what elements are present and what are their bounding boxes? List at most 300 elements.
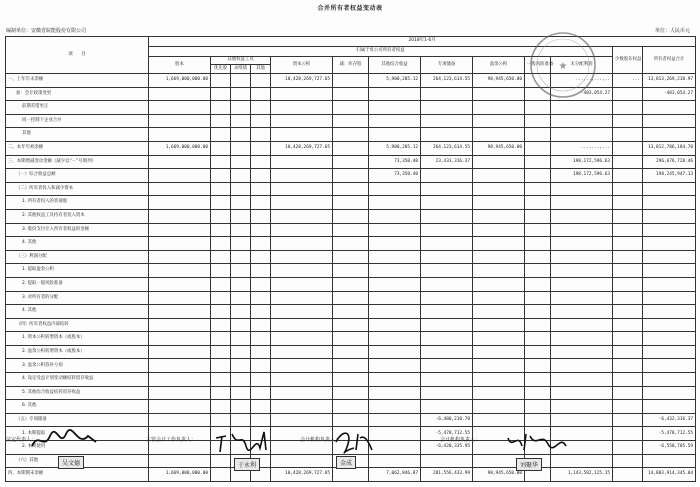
row-label: （一）综合收益总额 <box>6 169 149 183</box>
cell-pref <box>211 264 231 278</box>
cell-oth <box>251 74 271 88</box>
row-label: 2. 盈余公积转增资本（或股本） <box>6 345 149 359</box>
cell-risk <box>525 128 551 142</box>
cell-undistributed <box>551 237 613 251</box>
table-row <box>6 196 696 210</box>
cell-minority <box>613 196 643 210</box>
row-label: 6. 其他 <box>6 400 149 414</box>
cell-oth <box>251 101 271 115</box>
cell-capres <box>271 223 333 237</box>
cell-surplus <box>473 250 525 264</box>
cell-risk <box>525 305 551 319</box>
preparer-label: 会计机构负责人： <box>440 437 481 443</box>
cell-perp <box>231 169 251 183</box>
cell-risk <box>525 332 551 346</box>
cell-pref <box>211 196 231 210</box>
cell-minority <box>613 373 643 387</box>
cell-special <box>421 209 473 223</box>
header-share-capital: 股本 <box>149 57 211 74</box>
header-minority: 少数股东权益 <box>613 47 643 74</box>
cell-treasury <box>333 114 369 128</box>
cell-special: -6,420,335.95 <box>421 441 473 455</box>
row-label: 一、上年年末余额 <box>6 74 149 88</box>
cell-perp <box>231 209 251 223</box>
cell-perp <box>231 264 251 278</box>
cell-surplus <box>473 291 525 305</box>
legal-rep-signature-icon <box>28 428 100 454</box>
cell-special: -5,478,712.55 <box>421 427 473 441</box>
cell-oci: 7,062,846.87 <box>369 468 421 482</box>
header-treasury: 减：库存股 <box>333 57 369 74</box>
cell-capres <box>271 155 333 169</box>
cell-total <box>643 209 696 223</box>
cell-capres <box>271 169 333 183</box>
cell-cap <box>149 101 211 115</box>
cell-total <box>643 250 696 264</box>
cell-undistributed <box>551 345 613 359</box>
cell-perp <box>231 114 251 128</box>
cell-risk <box>525 155 551 169</box>
cell-undistributed: ...,..,...,.. <box>551 74 613 88</box>
cell-perp <box>231 141 251 155</box>
cell-minority <box>613 141 643 155</box>
cell-oth <box>251 413 271 427</box>
cell-perp <box>231 237 251 251</box>
cell-special <box>421 359 473 373</box>
cell-total <box>643 345 696 359</box>
cell-surplus <box>473 169 525 183</box>
cell-perp <box>231 87 251 101</box>
cell-minority <box>613 155 643 169</box>
cell-undistributed <box>551 332 613 346</box>
cell-surplus <box>473 101 525 115</box>
cell-cap <box>149 196 211 210</box>
row-label: 前期差错更正 <box>6 101 149 115</box>
cell-undistributed <box>551 264 613 278</box>
cell-total <box>643 318 696 332</box>
cell-perp <box>231 373 251 387</box>
cell-minority <box>613 101 643 115</box>
cell-oci <box>369 196 421 210</box>
cell-total: 13,812,786,184.70 <box>643 141 696 155</box>
row-label: 1. 本期提取 <box>6 427 149 441</box>
cell-treasury <box>333 291 369 305</box>
header-parent-group: 归属于母公司所有者权益 <box>149 47 613 57</box>
cell-pref <box>211 359 231 373</box>
cell-undistributed <box>551 101 613 115</box>
cell-oci <box>369 305 421 319</box>
cell-oci: 73,350.40 <box>369 155 421 169</box>
cell-undistributed <box>551 114 613 128</box>
cell-minority <box>613 128 643 142</box>
table-row <box>6 305 696 319</box>
cell-capres <box>271 359 333 373</box>
cell-oth <box>251 264 271 278</box>
cell-total <box>643 223 696 237</box>
row-label: 1. 所有者投入的普通股 <box>6 196 149 210</box>
cell-oci <box>369 277 421 291</box>
row-label: 加：会计政策变更 <box>6 87 149 101</box>
row-label: 4. 设定受益计划变动额结转留存收益 <box>6 373 149 387</box>
preparer-signature-icon <box>504 428 570 454</box>
cell-total <box>643 277 696 291</box>
cell-risk <box>525 400 551 414</box>
cell-undistributed <box>551 182 613 196</box>
cell-pref <box>211 291 231 305</box>
cell-treasury <box>333 141 369 155</box>
cell-pref <box>211 169 231 183</box>
table-row <box>6 386 696 400</box>
table-row <box>6 359 696 373</box>
cell-surplus <box>473 373 525 387</box>
cell-oth <box>251 87 271 101</box>
cell-perp <box>231 250 251 264</box>
table-row <box>6 373 696 387</box>
cell-pref <box>211 114 231 128</box>
cell-undistributed <box>551 277 613 291</box>
cell-perp <box>231 101 251 115</box>
cell-oth <box>251 237 271 251</box>
cell-total <box>643 332 696 346</box>
cell-oth <box>251 386 271 400</box>
cell-pref <box>211 155 231 169</box>
cell-pref <box>211 413 231 427</box>
signature-area <box>0 428 700 487</box>
cell-perp <box>231 277 251 291</box>
cell-minority <box>613 182 643 196</box>
cell-pref <box>211 74 231 88</box>
cell-pref <box>211 101 231 115</box>
cell-total <box>643 101 696 115</box>
cell-perp <box>231 400 251 414</box>
cell-oci <box>369 386 421 400</box>
table-row <box>6 128 696 142</box>
cell-oci <box>369 237 421 251</box>
cell-undistributed <box>551 386 613 400</box>
cell-cap <box>149 237 211 251</box>
cfo-stamp: 于永利 <box>234 458 260 471</box>
cell-capres: 10,428,269,727.65 <box>271 141 333 155</box>
cell-treasury <box>333 169 369 183</box>
table-row <box>6 318 696 332</box>
cell-cap <box>149 128 211 142</box>
cell-treasury <box>333 359 369 373</box>
cell-oth <box>251 182 271 196</box>
cell-risk <box>525 182 551 196</box>
cell-capres <box>271 209 333 223</box>
cell-minority <box>613 318 643 332</box>
cell-total: 198,245,947.13 <box>643 169 696 183</box>
cell-oth <box>251 400 271 414</box>
cell-surplus <box>473 182 525 196</box>
header-special-reserve: 专项储备 <box>421 57 473 74</box>
cell-pref <box>211 373 231 387</box>
cell-oci <box>369 250 421 264</box>
cell-oth <box>251 345 271 359</box>
header-item: 项 目 <box>6 37 149 74</box>
cell-total <box>643 196 696 210</box>
header-undistributed: 未分配利润 <box>551 57 613 74</box>
cell-capres <box>271 128 333 142</box>
cell-undistributed <box>551 291 613 305</box>
cell-perp <box>231 386 251 400</box>
cell-oth <box>251 373 271 387</box>
company-seal-icon <box>528 30 598 100</box>
cell-surplus <box>473 345 525 359</box>
row-label: 同一控制下企业合并 <box>6 114 149 128</box>
cell-cap <box>149 291 211 305</box>
row-label: 3. 对所有者的分配 <box>6 291 149 305</box>
cell-oth <box>251 196 271 210</box>
table-row <box>6 237 696 251</box>
cell-oth <box>251 114 271 128</box>
row-label: 3. 盈余公积弥补亏损 <box>6 359 149 373</box>
cell-oth <box>251 250 271 264</box>
cell-risk <box>525 196 551 210</box>
row-label: 2. 其他权益工具持有者投入资本 <box>6 209 149 223</box>
cell-minority <box>613 305 643 319</box>
header-surplus-reserve: 盈余公积 <box>473 57 525 74</box>
cell-oth <box>251 332 271 346</box>
row-label: 2. 提取一般风险准备 <box>6 277 149 291</box>
company-label: 编制单位： <box>6 28 32 34</box>
cell-perp <box>231 345 251 359</box>
cell-cap <box>149 87 211 101</box>
row-label: （六）其他 <box>6 454 149 468</box>
cell-surplus <box>473 128 525 142</box>
cell-minority <box>613 87 643 101</box>
cell-oci <box>369 128 421 142</box>
cell-oci <box>369 114 421 128</box>
cell-total <box>643 114 696 128</box>
cell-capres <box>271 305 333 319</box>
cell-oth <box>251 305 271 319</box>
cell-oci <box>369 373 421 387</box>
cell-treasury <box>333 386 369 400</box>
cell-total <box>643 291 696 305</box>
acct-signature-icon <box>330 428 378 454</box>
cell-treasury <box>333 74 369 88</box>
row-label: 2. 本期使用 <box>6 441 149 455</box>
cell-surplus <box>473 264 525 278</box>
cell-special <box>421 250 473 264</box>
cell-undistributed <box>551 223 613 237</box>
row-label: 二、本年年初余额 <box>6 141 149 155</box>
cell-risk <box>525 277 551 291</box>
header-period: 2018年1-6月 <box>149 37 696 47</box>
cell-perp <box>231 413 251 427</box>
cell-cap: 1,669,000,000.00 <box>149 74 211 88</box>
cell-surplus <box>473 400 525 414</box>
cell-oci: 5,900,285.12 <box>369 74 421 88</box>
cell-perp <box>231 155 251 169</box>
preparer-stamp: 刘聚华 <box>516 458 542 471</box>
cell-oci <box>369 264 421 278</box>
table-row <box>6 114 696 128</box>
cell-oth <box>251 291 271 305</box>
row-label: （二）所有者投入和减少资本 <box>6 182 149 196</box>
cell-cap <box>149 386 211 400</box>
cell-pref <box>211 386 231 400</box>
row-label: 四、本期期末余额 <box>6 468 149 482</box>
cell-capres <box>271 291 333 305</box>
cell-risk <box>525 250 551 264</box>
cell-treasury <box>333 196 369 210</box>
cell-special <box>421 373 473 387</box>
cell-total <box>643 386 696 400</box>
cell-total: 13,813,269,238.97 <box>643 74 696 88</box>
cell-undistributed: 1,143,582,125.15 <box>551 468 613 482</box>
cell-surplus <box>473 305 525 319</box>
cell-oci: 73,350.40 <box>369 169 421 183</box>
cell-surplus <box>473 332 525 346</box>
cell-special <box>421 101 473 115</box>
cell-capres <box>271 237 333 251</box>
header-capital-reserve: 资本公积 <box>271 57 333 74</box>
cell-total <box>643 237 696 251</box>
cell-undistributed <box>551 400 613 414</box>
cell-risk <box>525 359 551 373</box>
cell-capres <box>271 318 333 332</box>
page-title: 合并所有者权益变动表 <box>317 5 383 12</box>
cell-perp <box>231 223 251 237</box>
cell-pref <box>211 250 231 264</box>
cell-total: -6,550,705.59 <box>643 441 696 455</box>
cell-pref <box>211 277 231 291</box>
cell-capres <box>271 250 333 264</box>
table-row <box>6 345 696 359</box>
cell-capres: 10,428,269,727.65 <box>271 74 333 88</box>
cell-oth <box>251 318 271 332</box>
cell-surplus <box>473 386 525 400</box>
cell-cap <box>149 345 211 359</box>
cell-capres <box>271 87 333 101</box>
table-row <box>6 250 696 264</box>
cell-minority <box>613 400 643 414</box>
cell-special <box>421 87 473 101</box>
cell-pref <box>211 182 231 196</box>
table-row <box>6 223 696 237</box>
cell-special <box>421 264 473 278</box>
cell-risk <box>525 169 551 183</box>
cell-surplus <box>473 318 525 332</box>
cell-special <box>421 237 473 251</box>
cell-special <box>421 345 473 359</box>
cell-special: 281,556,433.99 <box>421 468 473 482</box>
row-label: （四）所有者权益内部结转 <box>6 318 149 332</box>
cell-risk <box>525 386 551 400</box>
equity-statement-table <box>5 36 696 482</box>
cell-treasury <box>333 413 369 427</box>
cell-minority <box>613 345 643 359</box>
cell-undistributed <box>551 318 613 332</box>
cell-total: 296,676,728.46 <box>643 155 696 169</box>
cell-undistributed <box>551 305 613 319</box>
cell-special <box>421 277 473 291</box>
cell-total <box>643 264 696 278</box>
cell-special: 23,433,316.37 <box>421 155 473 169</box>
cell-total <box>643 400 696 414</box>
cell-cap <box>149 169 211 183</box>
cell-special <box>421 318 473 332</box>
cell-risk <box>525 413 551 427</box>
cell-cap <box>149 318 211 332</box>
row-label: 4. 其他 <box>6 237 149 251</box>
cell-oth <box>251 128 271 142</box>
cell-minority <box>613 386 643 400</box>
cell-capres <box>271 101 333 115</box>
cell-undistributed <box>551 413 613 427</box>
cell-undistributed: 198,172,596.63 <box>551 169 613 183</box>
cell-pref <box>211 305 231 319</box>
company-name: 安徽省皖能股份有限公司 <box>31 28 87 34</box>
cell-oth <box>251 169 271 183</box>
cell-total <box>643 373 696 387</box>
row-label: 1. 提取盈余公积 <box>6 264 149 278</box>
cell-special <box>421 291 473 305</box>
cell-treasury <box>333 332 369 346</box>
cell-treasury <box>333 345 369 359</box>
row-label: 5. 其他综合收益结转留存收益 <box>6 386 149 400</box>
cell-treasury <box>333 305 369 319</box>
cell-treasury <box>333 264 369 278</box>
cell-treasury <box>333 182 369 196</box>
cell-risk <box>525 318 551 332</box>
table-row <box>6 209 696 223</box>
cell-treasury <box>333 277 369 291</box>
cell-capres: 10,428,269,727.65 <box>271 468 333 482</box>
company-info <box>6 27 86 34</box>
cell-treasury <box>333 400 369 414</box>
cell-treasury <box>333 101 369 115</box>
table-row <box>6 155 696 169</box>
cell-oci <box>369 332 421 346</box>
header-perpetual: 永续债 <box>231 65 251 74</box>
cell-oth <box>251 209 271 223</box>
cell-cap <box>149 277 211 291</box>
cell-cap <box>149 182 211 196</box>
table-row <box>6 291 696 305</box>
cell-special <box>421 128 473 142</box>
table-row <box>6 169 696 183</box>
cell-pref <box>211 345 231 359</box>
cell-treasury <box>333 250 369 264</box>
table-row <box>6 277 696 291</box>
cell-undistributed <box>551 196 613 210</box>
cell-risk <box>525 101 551 115</box>
cell-special <box>421 169 473 183</box>
cell-treasury <box>333 155 369 169</box>
cell-special <box>421 223 473 237</box>
row-label: 4. 其他 <box>6 305 149 319</box>
cell-surplus <box>473 277 525 291</box>
cell-surplus <box>473 223 525 237</box>
cell-undistributed: 198,172,596.63 <box>551 155 613 169</box>
cell-risk <box>525 291 551 305</box>
cell-cap <box>149 264 211 278</box>
cell-minority <box>613 413 643 427</box>
cell-oth <box>251 277 271 291</box>
cell-cap: 1,669,000,000.00 <box>149 141 211 155</box>
cell-capres <box>271 264 333 278</box>
cell-surplus <box>473 114 525 128</box>
cell-pref <box>211 87 231 101</box>
cell-minority <box>613 277 643 291</box>
cell-oci <box>369 209 421 223</box>
cell-perp <box>231 359 251 373</box>
cell-cap <box>149 250 211 264</box>
cell-cap <box>149 373 211 387</box>
